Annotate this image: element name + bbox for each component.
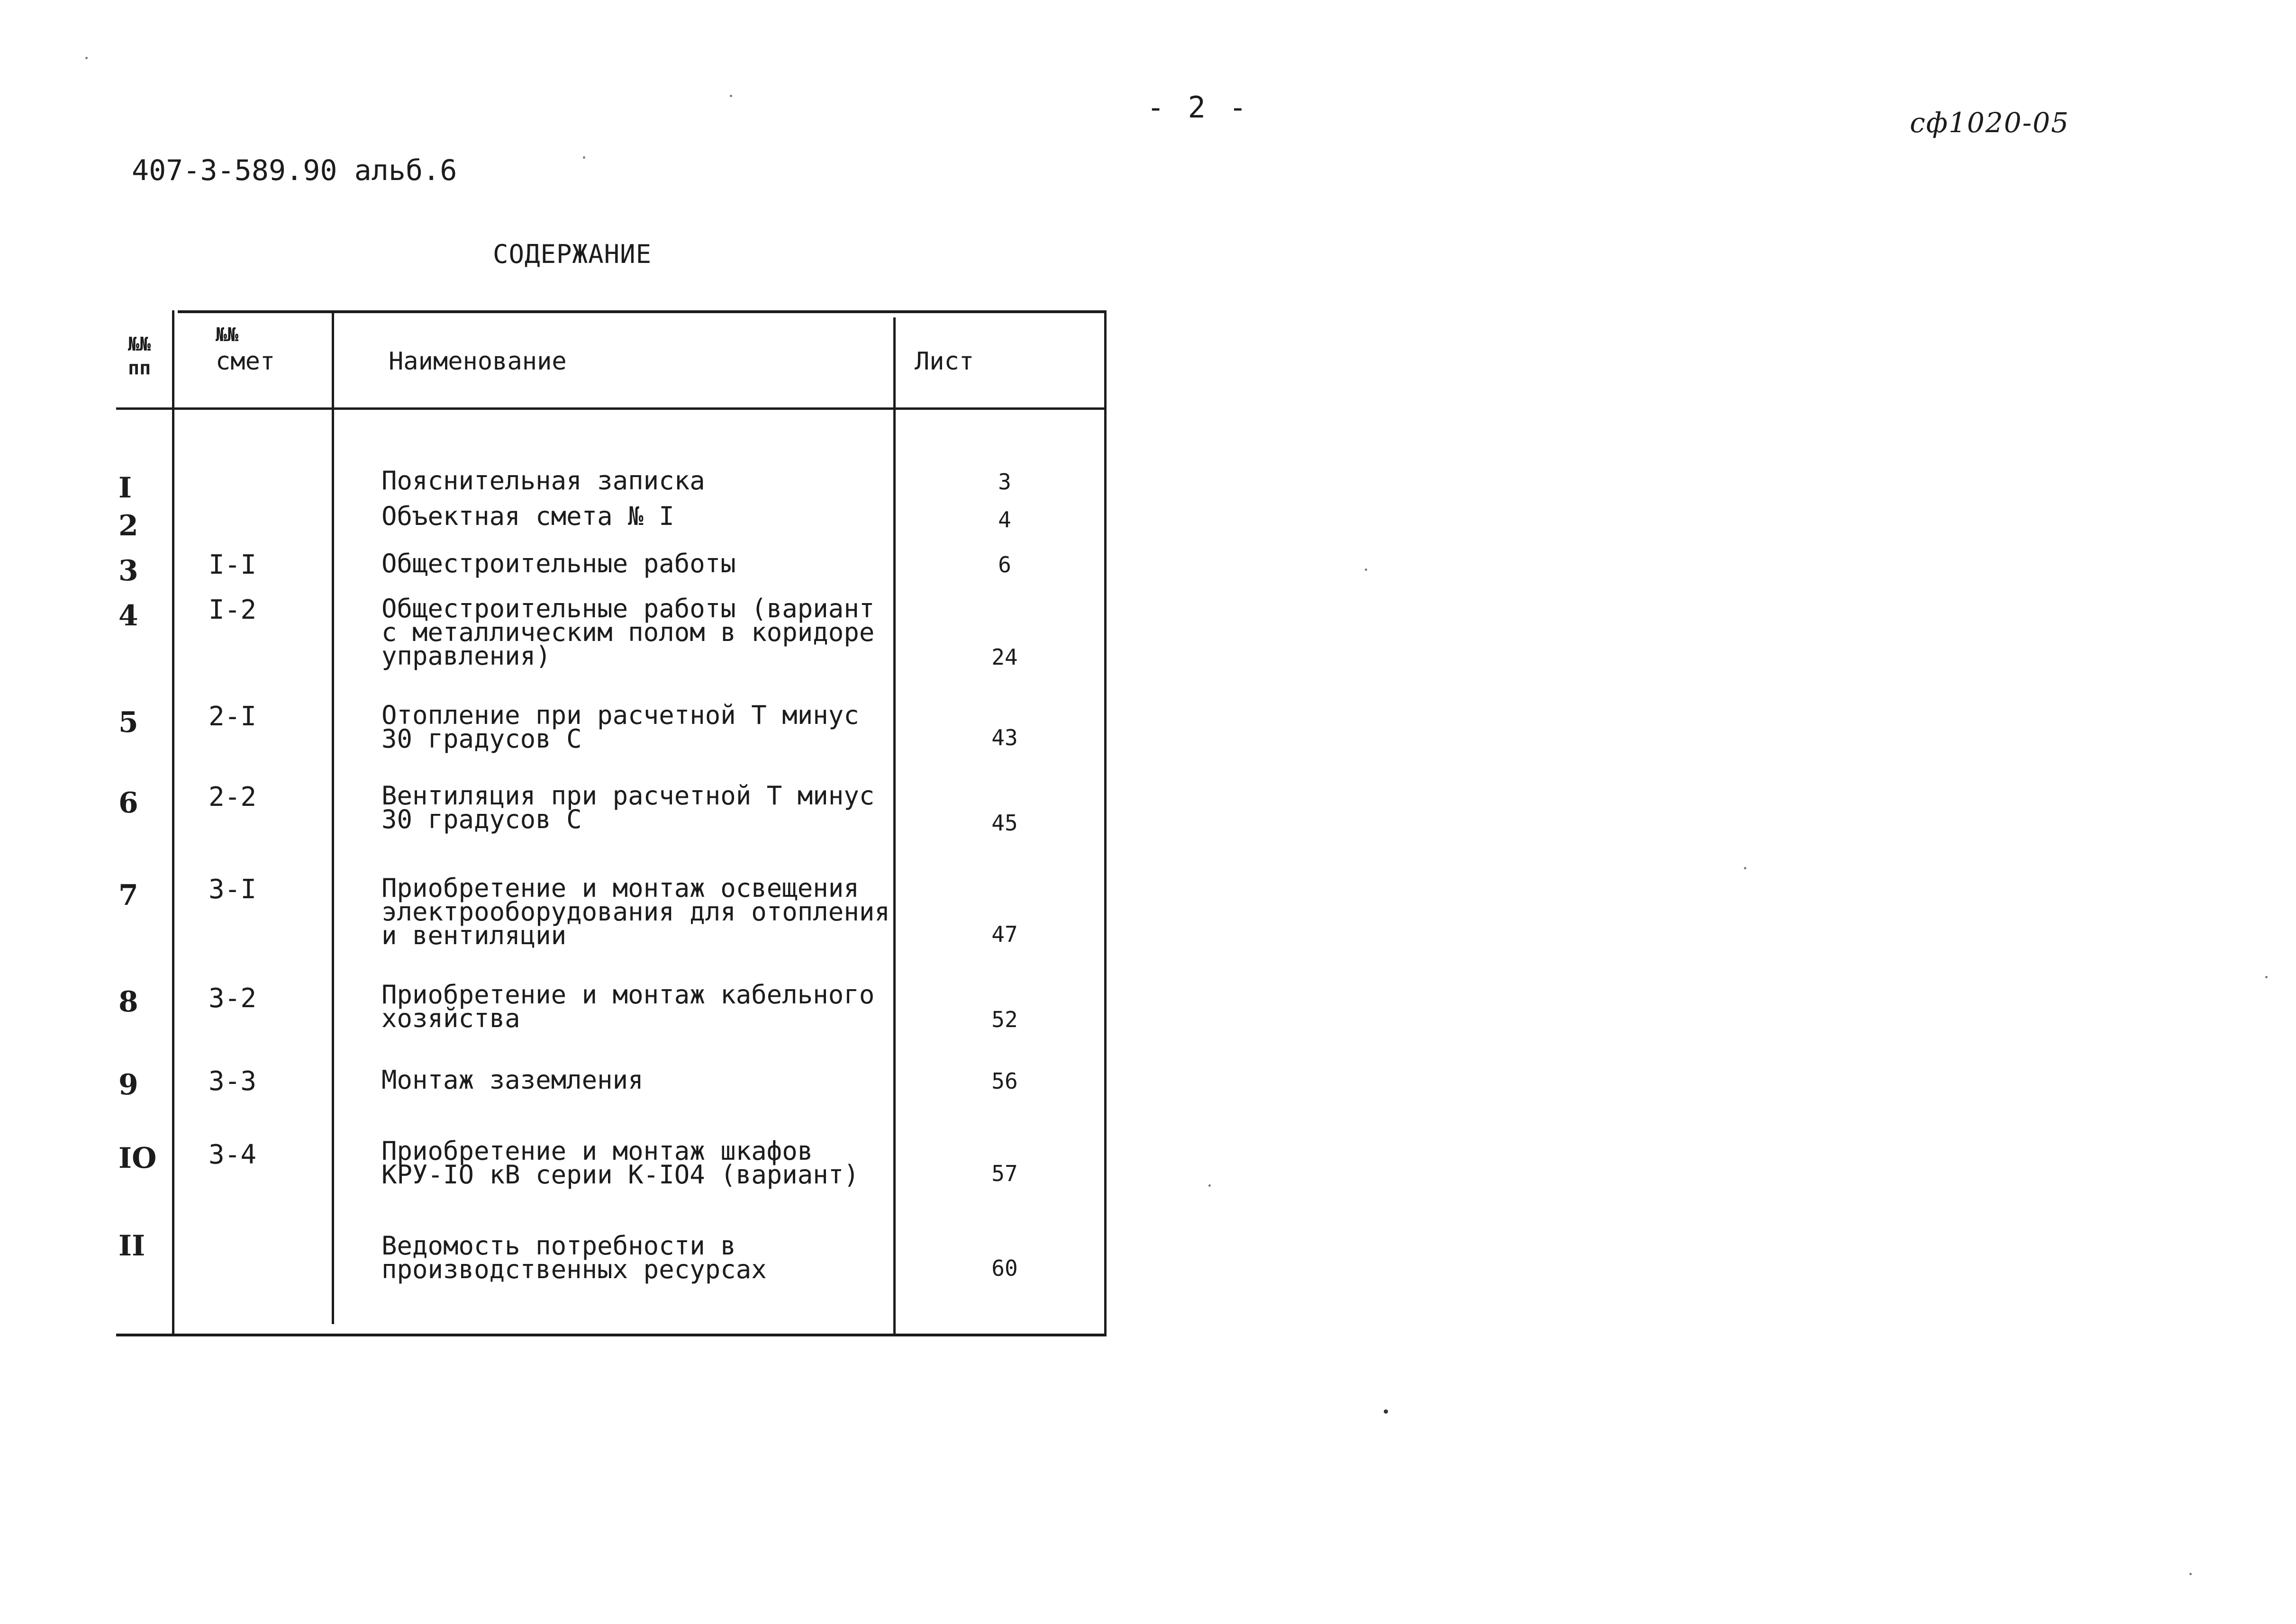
- scan-speck: [730, 95, 732, 97]
- item-name: Общестроительные работы: [381, 549, 736, 578]
- row-number: 3: [118, 554, 138, 587]
- row-number: 7: [118, 879, 138, 912]
- item-name: Вентиляция при расчетной Т минус 30 градусов С: [381, 781, 875, 834]
- col-header-num-top: №№: [128, 334, 151, 355]
- col-header-num-bottom: пп: [128, 357, 151, 379]
- estimate-number: 3-3: [209, 1066, 257, 1097]
- scan-speck: [2189, 1573, 2192, 1575]
- sheet-number: 3: [998, 469, 1011, 495]
- item-name: Ведомость потребности в производственных ресурсах: [381, 1231, 767, 1284]
- col-header-sheet: Лист: [915, 347, 974, 376]
- handwritten-stamp: сф1020-05: [1910, 107, 2069, 139]
- sheet-number: 45: [991, 810, 1018, 836]
- item-name: Монтаж заземления: [381, 1065, 644, 1095]
- item-name: Общестроительные работы (вариант с металлическим полом в коридоре управления): [381, 594, 875, 671]
- item-name: Приобретение и монтаж кабельного хозяйства: [381, 980, 875, 1033]
- scan-speck: [1744, 867, 1746, 869]
- sheet-number: 24: [991, 644, 1018, 670]
- scan-speck: [1365, 568, 1367, 571]
- scan-speck: [1384, 1409, 1388, 1414]
- table-bottom-rule: [116, 1334, 1107, 1336]
- estimate-number: 3-4: [209, 1139, 257, 1170]
- sheet-number: 52: [991, 1007, 1018, 1032]
- col-header-est-top: №№: [216, 324, 239, 346]
- header-bottom-rule: [116, 407, 1107, 410]
- estimate-number: 3-2: [209, 983, 257, 1014]
- row-number: 5: [118, 706, 138, 739]
- row-number: 8: [118, 985, 138, 1019]
- column-divider-1: [172, 310, 174, 1336]
- row-number: I: [118, 471, 132, 505]
- scan-speck: [2265, 976, 2268, 978]
- page-number: - 2 -: [1147, 90, 1250, 125]
- sheet-number: 57: [991, 1161, 1018, 1186]
- col-header-est-bottom: смет: [216, 347, 275, 376]
- scan-speck: [1208, 1184, 1211, 1187]
- row-number: 4: [118, 599, 138, 632]
- row-number: IO: [118, 1142, 157, 1175]
- item-name: Приобретение и монтаж освещения электрооборудования для отопления и вентиляции: [381, 873, 890, 950]
- item-name: Пояснительная записка: [381, 466, 705, 496]
- sheet-number: 4: [998, 507, 1011, 532]
- sheet-number: 6: [998, 552, 1011, 577]
- estimate-number: 2-I: [209, 701, 257, 732]
- row-number: 2: [118, 509, 138, 542]
- estimate-number: 3-I: [209, 874, 257, 905]
- contents-heading: СОДЕРЖАНИЕ: [493, 239, 652, 269]
- item-name: Приобретение и монтаж шкафов КРУ-IO кВ серии К-IO4 (вариант): [381, 1136, 859, 1190]
- estimate-number: I-2: [209, 595, 257, 625]
- row-number: II: [118, 1229, 145, 1263]
- scan-speck: [85, 57, 88, 59]
- row-number: 9: [118, 1068, 138, 1101]
- sheet-number: 56: [991, 1068, 1018, 1094]
- sheet-number: 47: [991, 921, 1018, 947]
- col-header-name: Наименование: [389, 347, 567, 376]
- contents-table: [116, 310, 1107, 1338]
- table-right-border: [1104, 310, 1107, 1336]
- row-number: 6: [118, 786, 138, 820]
- scan-speck: [583, 156, 585, 159]
- item-name: Отопление при расчетной Т минус 30 градусов С: [381, 700, 859, 754]
- table-top-rule: [178, 310, 1107, 313]
- estimate-number: I-I: [209, 550, 257, 580]
- item-name: Объектная смета № I: [381, 501, 674, 531]
- sheet-number: 60: [991, 1255, 1018, 1281]
- sheet-number: 43: [991, 725, 1018, 750]
- estimate-number: 2-2: [209, 782, 257, 812]
- column-divider-2: [332, 310, 334, 1324]
- document-code: 407-3-589.90 альб.6: [132, 154, 457, 187]
